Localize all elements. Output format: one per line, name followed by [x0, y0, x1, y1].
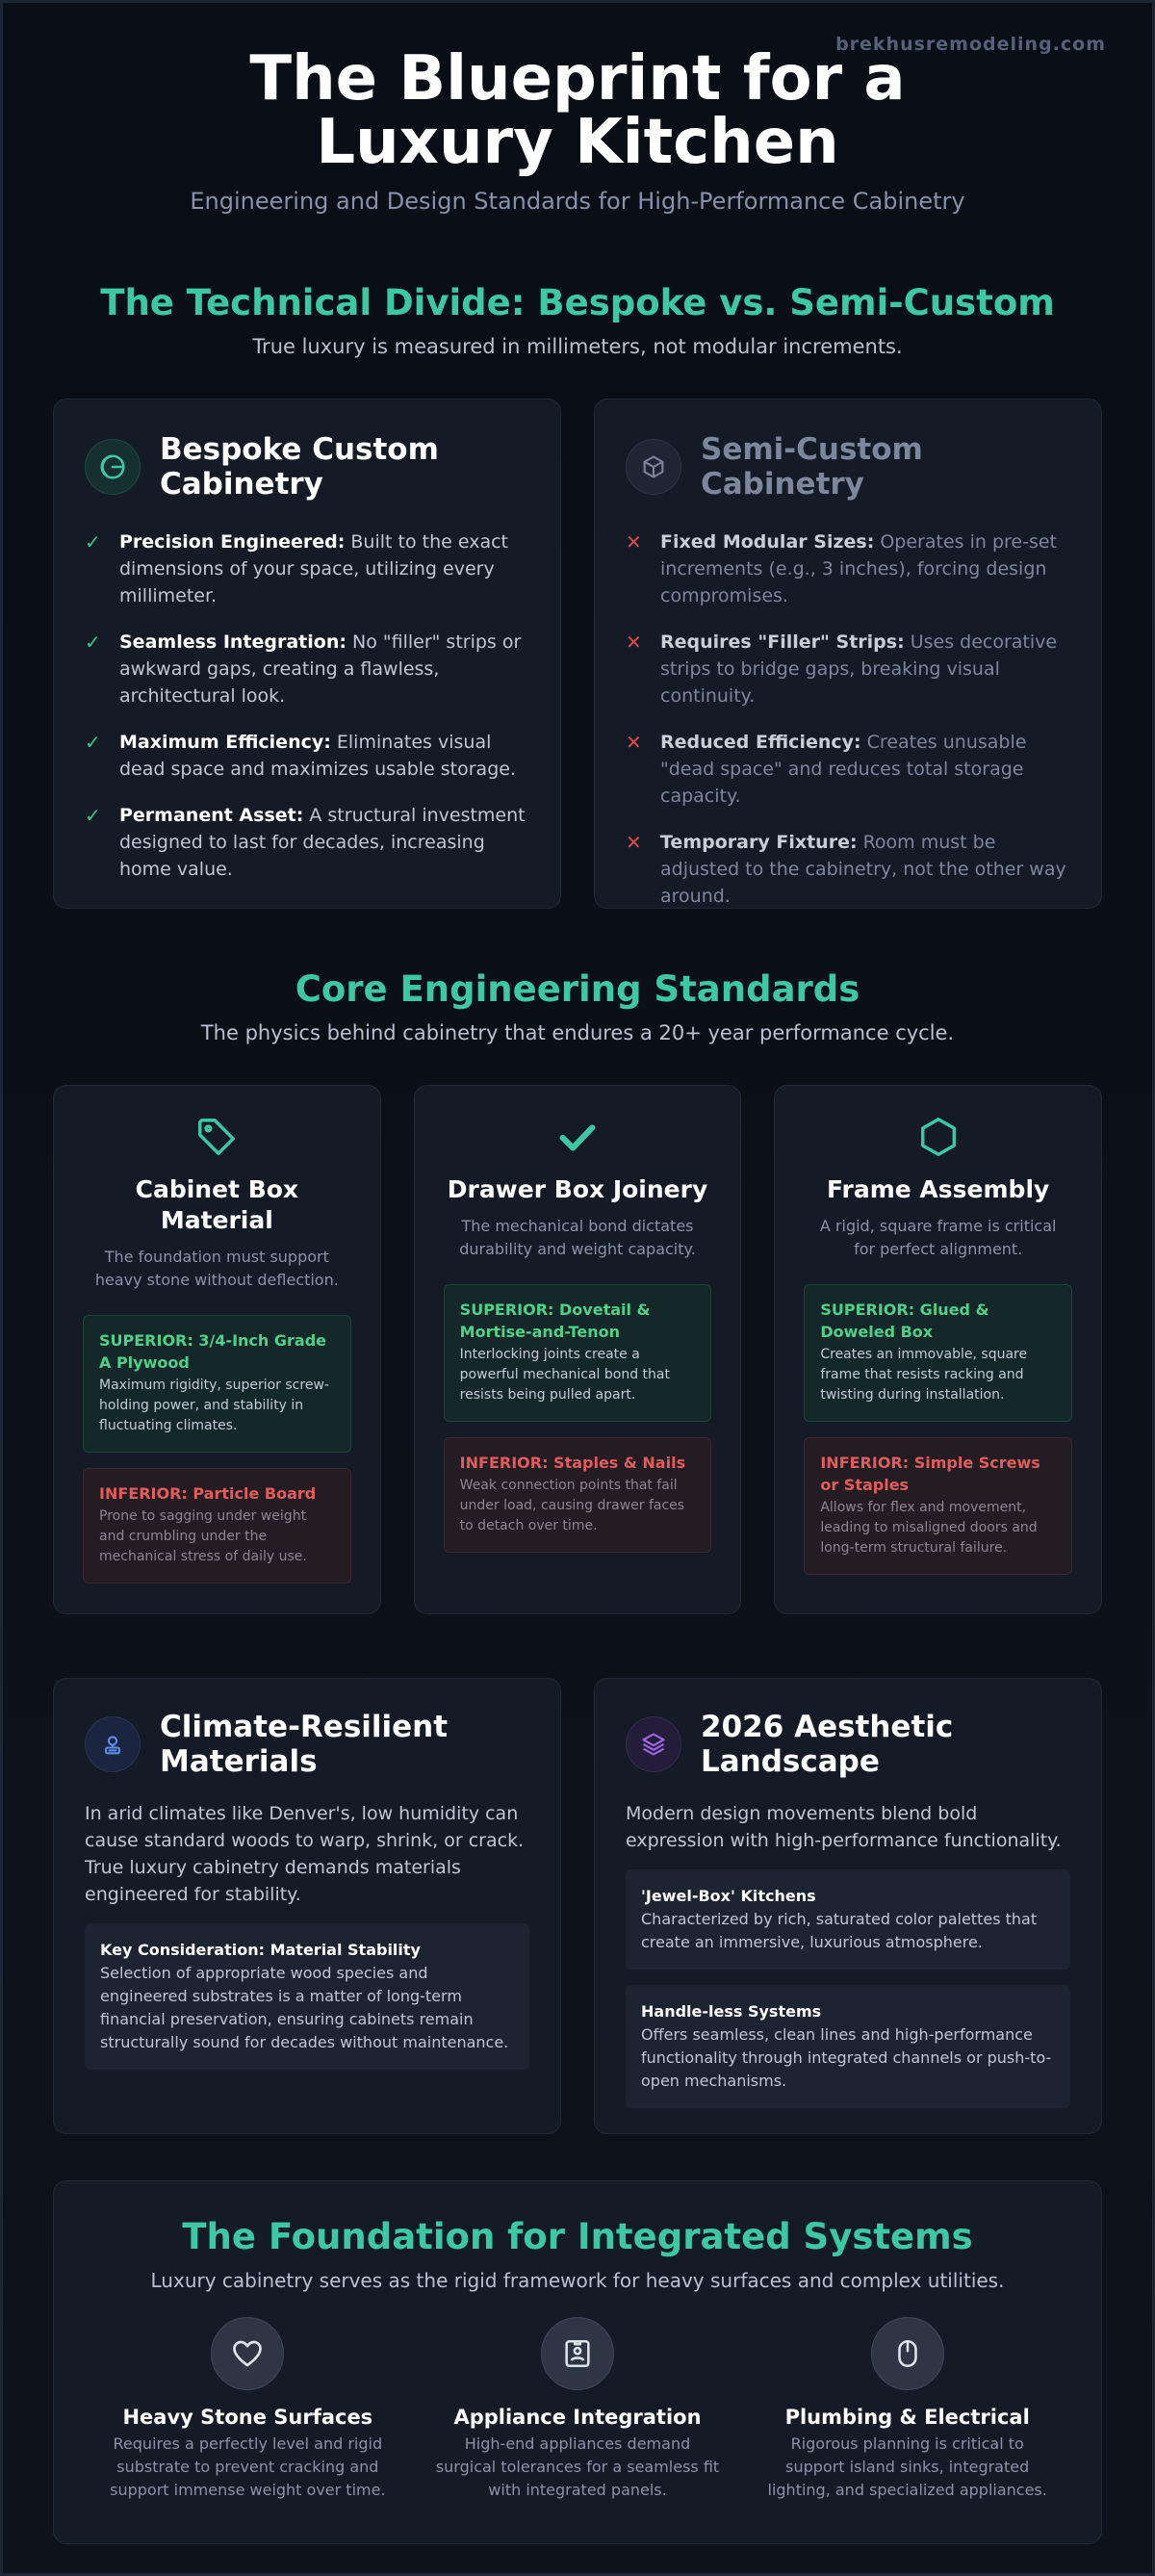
list-item: ✓ Precision Engineered: Built to the exact dimensions of your space, utilizing every millimeter. — [85, 528, 529, 609]
close-icon: ✕ — [626, 631, 642, 654]
trend-panel: Handle-less Systems Offers seamless, clean lines and high-performance functionality through integrated channels or push-to-open mechanisms. — [626, 1985, 1070, 2108]
section-title: The Foundation for Integrated Systems — [182, 2216, 973, 2257]
climate-card — [53, 1678, 561, 2134]
thermometer-icon — [85, 1716, 141, 1772]
superior-box: SUPERIOR: Dovetail & Mortise-and-Tenon Interlocking joints create a powerful mechanical bond that resists being pulled apart. — [444, 1284, 712, 1422]
card-title: Drawer Box Joinery — [447, 1175, 708, 1203]
card-title: Frame Assembly — [827, 1175, 1050, 1203]
inferior-box: INFERIOR: Simple Screws or Staples Allows for flex and movement, leading to misaligned doors and long-term structural failure. — [804, 1437, 1072, 1575]
page-title: The Blueprint for a Luxury Kitchen — [249, 43, 906, 178]
section-subtitle: Luxury cabinetry serves as the rigid framework for heavy surfaces and complex utilities. — [150, 2269, 1005, 2292]
standards-section — [3, 968, 1152, 1614]
close-icon: ✕ — [626, 530, 642, 554]
standard-card — [414, 1085, 742, 1614]
list-item: ✕ Fixed Modular Sizes: Operates in pre-set increments (e.g., 3 inches), forcing design compromises. — [626, 528, 1070, 609]
cube-icon — [626, 439, 681, 495]
list-item: ✕ Reduced Efficiency: Creates unusable "dead space" and reduces total storage capacity. — [626, 729, 1070, 810]
section-subtitle: True luxury is measured in millimeters, not modular increments. — [252, 335, 903, 358]
semi-custom-card — [594, 399, 1102, 909]
tag-icon — [83, 1115, 351, 1163]
list-item: ✓ Permanent Asset: A structural investment designed to last for decades, increasing home value. — [85, 802, 529, 883]
foundation-card — [53, 2180, 1102, 2544]
superior-box: SUPERIOR: 3/4-Inch Grade A Plywood Maximum rigidity, superior screw-holding power, and stability in fluctuating climates. — [83, 1315, 351, 1453]
heart-icon — [211, 2317, 284, 2390]
trend-panel: 'Jewel-Box' Kitchens Characterized by rich, saturated color palettes that create an immersive, luxurious atmosphere. — [626, 1869, 1070, 1970]
standard-card — [53, 1085, 381, 1614]
inferior-box: INFERIOR: Particle Board Prone to sagging under weight and crumbling under the mechanical stress of daily use. — [83, 1468, 351, 1584]
card-title: Semi-Custom Cabinetry — [701, 432, 923, 502]
list-item: ✓ Maximum Efficiency: Eliminates visual dead space and maximizes usable storage. — [85, 729, 529, 783]
layers-icon — [626, 1716, 681, 1772]
page-subtitle: Engineering and Design Standards for High-Performance Cabinetry — [190, 188, 965, 215]
card-body: Modern design movements blend bold expression with high-performance functionality. — [626, 1803, 1062, 1851]
consideration-panel: Key Consideration: Material Stability Selection of appropriate wood species and engineered substrates is a matter of long-term financial preservation, ensuring cabinets remain structurally sound for decades without maintenance. — [85, 1923, 529, 2070]
check-icon: ✓ — [85, 631, 101, 654]
section-subtitle: The physics behind cabinetry that endures a 20+ year performance cycle. — [200, 1021, 955, 1044]
section-title: Core Engineering Standards — [295, 968, 860, 1010]
card-title: Cabinet Box Material — [135, 1175, 299, 1234]
superior-box: SUPERIOR: Glued & Doweled Box Creates an immovable, square frame that resists racking and twisting during installation. — [804, 1284, 1072, 1422]
card-description: A rigid, square frame is critical for perfect alignment. — [819, 1217, 1057, 1258]
card-description: The foundation must support heavy stone without deflection. — [94, 1248, 339, 1289]
card-title: Bespoke Custom Cabinetry — [160, 432, 439, 502]
close-icon: ✕ — [626, 731, 642, 754]
check-icon: ✓ — [85, 530, 101, 554]
card-title: Climate-Resilient Materials — [160, 1710, 449, 1779]
foundation-item: Appliance Integration High-end appliances demand surgical tolerances for a seamless fit with integrated panels. — [413, 2317, 743, 2502]
hexagon-icon — [804, 1115, 1072, 1163]
standard-card — [774, 1085, 1102, 1614]
card-body: In arid climates like Denver's, low humidity can cause standard woods to warp, shrink, or crack. True luxury cabinetry demands materials engineered for stability. — [85, 1803, 525, 1905]
feature-row — [3, 1678, 1152, 2134]
check-icon: ✓ — [85, 804, 101, 827]
site-domain: brekhusremodeling.com — [835, 34, 1106, 55]
plug-icon — [871, 2317, 944, 2390]
circle-half-icon — [85, 439, 141, 495]
aesthetic-card — [594, 1678, 1102, 2134]
section-title: The Technical Divide: Bespoke vs. Semi-Custom — [100, 282, 1055, 323]
card-description: The mechanical bond dictates durability and weight capacity. — [459, 1217, 696, 1258]
card-title: 2026 Aesthetic Landscape — [701, 1710, 954, 1779]
foundation-item: Heavy Stone Surfaces Requires a perfectly level and rigid substrate to prevent cracking and support immense weight over time. — [83, 2317, 413, 2502]
list-item: ✕ Temporary Fixture: Room must be adjusted to the cabinetry, not the other way around. — [626, 829, 1070, 910]
inferior-box: INFERIOR: Staples & Nails Weak connection points that fail under load, causing drawer faces to detach over time. — [444, 1437, 712, 1553]
appliance-icon — [541, 2317, 614, 2390]
divide-section — [3, 282, 1152, 909]
list-item: ✕ Requires "Filler" Strips: Uses decorative strips to bridge gaps, breaking visual continuity. — [626, 629, 1070, 709]
foundation-item: Plumbing & Electrical Rigorous planning is critical to support island sinks, integrated lighting, and specialized appliances. — [742, 2317, 1072, 2502]
check-icon — [444, 1115, 712, 1163]
close-icon: ✕ — [626, 831, 642, 854]
bespoke-card — [53, 399, 561, 909]
list-item: ✓ Seamless Integration: No "filler" strips or awkward gaps, creating a flawless, architectural look. — [85, 629, 529, 709]
check-icon: ✓ — [85, 731, 101, 754]
